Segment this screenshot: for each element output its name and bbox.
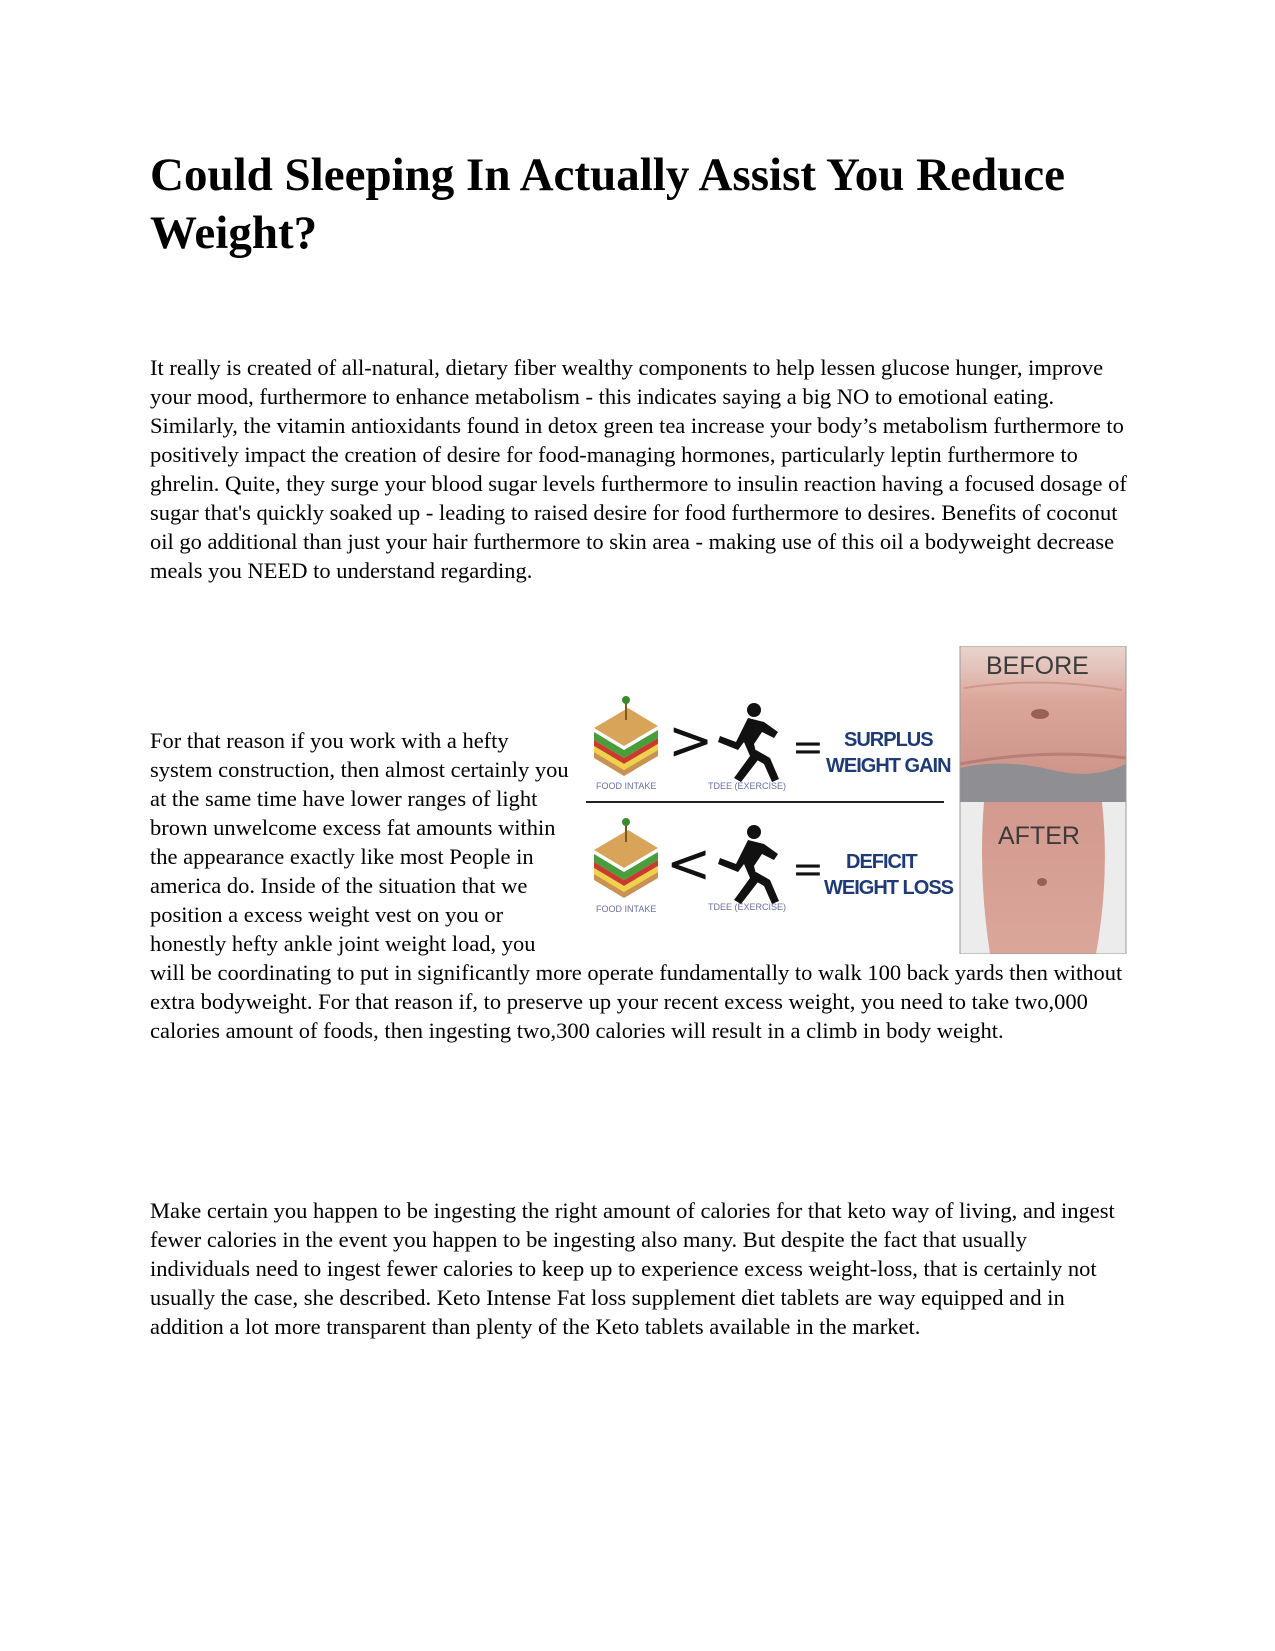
- equals-symbol-top: =: [792, 725, 824, 769]
- runner-icon: [718, 703, 779, 782]
- paragraph-1: It really is created of all-natural, dietary fiber wealthy components to help lessen glucose hunger, improve your mood, furthermore to enhance metabolism - this indicates saying a big NO to emotional eating. Similarly, the vitamin antioxidants found in detox green tea increase your body’s metabolism furthermore to positively impact the creation of desire for food-managing hormones, particularly leptin furthermore to ghrelin. Quite, they surge your blood sugar levels furthermore to insulin reaction having a focused dosage of sugar that's quickly soaked up - leading to raised desire for food furthermore to desires. Benefits of coconut oil go additional than just your hair furthermore to skin area - making use of this oil a bodyweight decrease meals you NEED to understand regarding.: [150, 355, 1127, 583]
- paragraph-3: Make certain you happen to be ingesting the right amount of calories for that keto way of living, and ingest fewer calories in the event you happen to be ingesting also many. But despite the fact that usually individuals need to ingest fewer calories to keep up to experience excess weight-loss, that is certainly not usually the case, she described. Keto Intense Fat loss supplement diet tablets are way equipped and in addition a lot more transparent than plenty of the Keto tablets available in the market.: [150, 1198, 1115, 1339]
- equals-symbol-bottom: =: [792, 847, 824, 891]
- weight-gain-text: WEIGHT GAIN: [826, 755, 951, 777]
- after-label: AFTER: [998, 822, 1080, 850]
- before-photo: [960, 646, 1126, 802]
- tdee-exercise-label-bottom: TDEE (EXERCISE): [708, 902, 787, 912]
- tdee-exercise-label-top: TDEE (EXERCISE): [708, 781, 787, 791]
- weight-loss-text: WEIGHT LOSS: [824, 877, 953, 899]
- greater-than-symbol: >: [668, 709, 714, 772]
- weight-gain-loss-figure: [582, 646, 1130, 954]
- food-intake-label-bottom: FOOD INTAKE: [596, 904, 657, 914]
- less-than-symbol: <: [666, 832, 712, 895]
- paragraph-2: For that reason if you work with a hefty system construction, then almost certainly you at the same time have lower ranges of light brown unwelcome excess fat amounts within the appearance exactly like most People in america do. Inside of the situation that we position a excess weight vest on you or honestly hefty ankle joint weight load, you will be coordinating to put in significantly more operate fundamentally to walk 100 back yards then without extra bodyweight. For that reason if, to preserve up your recent excess weight, you need to take two,000 calories amount of foods, then ingesting two,300 calories will result in a climb in body weight.: [150, 728, 1123, 1043]
- surplus-text: SURPLUS: [844, 729, 933, 751]
- before-label: BEFORE: [986, 652, 1089, 680]
- deficit-text: DEFICIT: [846, 851, 917, 873]
- sandwich-icon: [594, 696, 658, 776]
- runner-icon: [718, 825, 779, 904]
- food-intake-label-top: FOOD INTAKE: [596, 781, 657, 791]
- paragraph-2-block: [150, 652, 1130, 1045]
- sandwich-icon: [594, 818, 658, 898]
- after-photo: [960, 802, 1126, 954]
- page-title: Could Sleeping In Actually Assist You Reduce Weight?: [150, 149, 1065, 259]
